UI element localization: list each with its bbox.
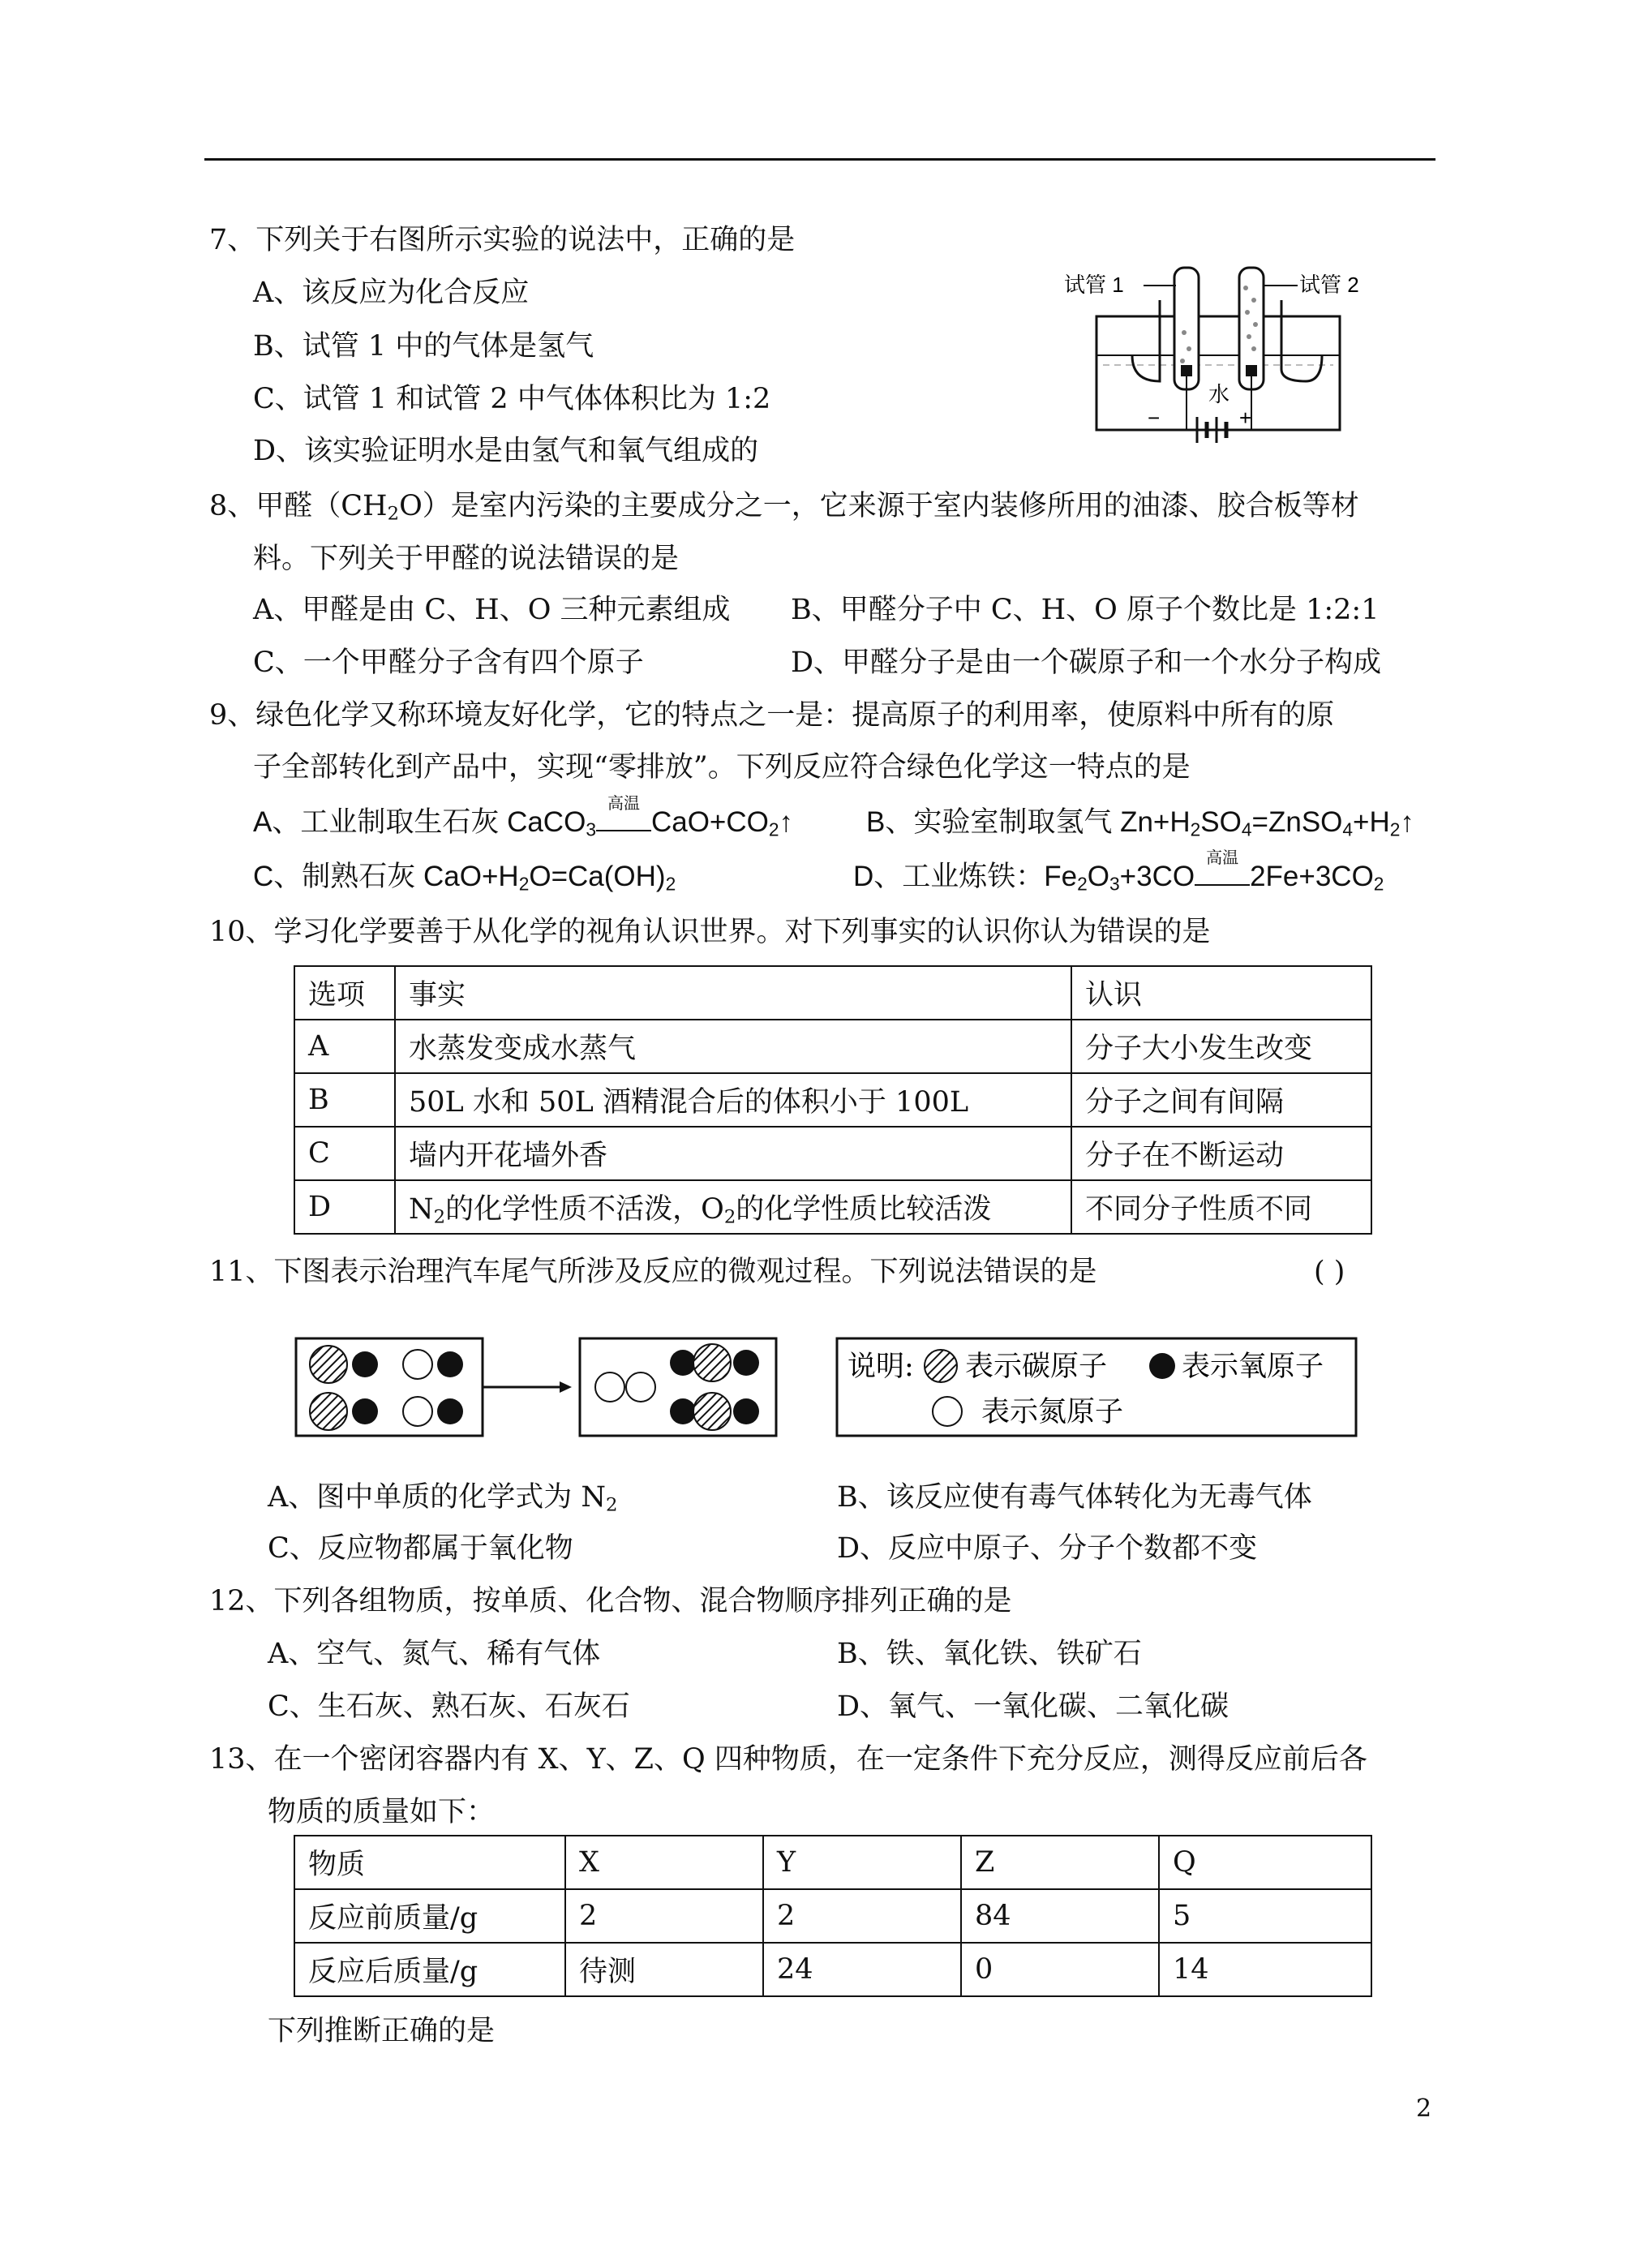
q7-stem: 7、下列关于右图所示实验的说法中，正确的是	[209, 224, 796, 256]
q7-option-b: B、试管 1 中的气体是氢气	[253, 330, 594, 363]
answer-bracket: ( )	[1314, 1256, 1345, 1288]
q8-option-b: B、甲醛分子中 C、H、O 原子个数比是 1:2:1	[791, 594, 1380, 626]
table-row: B 50L 水和 50L 酒精混合后的体积小于 100L 分子之间有间隔	[294, 1073, 1371, 1127]
q9-option-c: C、制熟石灰 $CaO+H_2O=Ca(OH)_2$	[253, 861, 676, 895]
q8-option-c: C、一个甲醛分子含有四个原子	[253, 646, 644, 679]
water-label: 水	[1208, 382, 1230, 406]
q13-stem-line2: 物质的质量如下：	[268, 1796, 496, 1828]
plus-sign: +	[1239, 406, 1252, 430]
reaction-diagram	[292, 1330, 1362, 1444]
q8-stem: 8、甲醛$(CH_2O)$是室内污染的主要成分之一，它来源于室内装修所用的油漆、胶合板等材	[209, 490, 1359, 525]
q13-stem-line1: 13、在一个密闭容器内有 X、Y、Z、Q 四种物质，在一定条件下充分反应，测得反应前后各	[209, 1743, 1367, 1776]
table-row: A 水蒸发变成水蒸气 分子大小发生改变	[294, 1020, 1371, 1073]
q7-option-d: D、该实验证明水是由氢气和氧气组成的	[253, 435, 759, 467]
header-rule	[204, 158, 1435, 161]
legend-title: 说明:	[848, 1351, 914, 1383]
table-row: C 墙内开花墙外香 分子在不断运动	[294, 1127, 1371, 1180]
q11-option-d: D、反应中原子、分子个数都不变	[837, 1532, 1258, 1565]
q9-option-a: A、工业制取生石灰 CaCO$_3$ 高温 $CaO+CO_2↑$	[253, 795, 794, 840]
legend-carbon: 表示碳原子	[965, 1351, 1108, 1383]
q12-option-c: C、生石灰、熟石灰、石灰石	[268, 1690, 630, 1723]
q11-stem: 11、下图表示治理汽车尾气所涉及反应的微观过程。下列说法错误的是	[209, 1256, 1097, 1288]
q10-stem: 10、学习化学要善于从化学的视角认识世界。对下列事实的认识你认为错误的是	[209, 916, 1211, 948]
q9-option-b: B、实验室制取氢气 $Zn+H_2SO_4=ZnSO_4+H_2↑$	[866, 806, 1414, 840]
table-header-row: 选项 事实 认识	[294, 966, 1371, 1020]
q12-stem: 12、下列各组物质，按单质、化合物、混合物顺序排列正确的是	[209, 1585, 1012, 1617]
q8-option-a: A、甲醛是由 C、H、O 三种元素组成	[253, 594, 731, 626]
q11-option-c: C、反应物都属于氧化物	[268, 1532, 573, 1565]
q9-option-d: D、工业炼铁：$Fe_2O_3+3CO$ 高温 $2Fe+3CO_2$	[853, 849, 1384, 895]
q12-option-d: D、氧气、一氧化碳、二氧化碳	[837, 1690, 1229, 1723]
q7-option-a: A、该反应为化合反应	[253, 277, 530, 309]
q12-option-a: A、空气、氮气、稀有气体	[268, 1638, 601, 1670]
tube-1-label: 试管 1	[1064, 273, 1124, 297]
table-row: 反应前质量/g 2 2 84 5	[294, 1889, 1371, 1943]
q8-stem-line2: 料。下列关于甲醛的说法错误的是	[253, 543, 680, 575]
tube-2-label: 试管 2	[1299, 273, 1359, 297]
table-header-row: 物质 X Y Z Q	[294, 1836, 1371, 1889]
q13-footer: 下列推断正确的是	[268, 2015, 496, 2047]
q10-table	[294, 965, 1372, 1235]
q12-option-b: B、铁、氧化铁、铁矿石	[837, 1638, 1142, 1670]
q13-table	[294, 1835, 1372, 1997]
q8-option-d: D、甲醛分子是由一个碳原子和一个水分子构成	[791, 646, 1382, 679]
minus-sign: −	[1148, 406, 1161, 430]
legend-nitrogen: 表示氮原子	[981, 1396, 1124, 1428]
page-number: 2	[1416, 2094, 1432, 2123]
table-row: D $N_2$的化学性质不活泼，$O_2$的化学性质比较活泼 不同分子性质不同	[294, 1180, 1371, 1234]
q11-option-a: A、图中单质的化学式为 $N_2$	[268, 1481, 618, 1516]
table-row: 反应后质量/g 待测 24 0 14	[294, 1943, 1371, 1996]
q11-option-b: B、该反应使有毒气体转化为无毒气体	[837, 1481, 1312, 1514]
q7-option-c: C、试管 1 和试管 2 中气体体积比为 1:2	[253, 383, 771, 415]
electrolysis-figure	[1054, 251, 1395, 450]
legend-oxygen: 表示氧原子	[1182, 1351, 1324, 1383]
q9-stem-line2: 子全部转化到产品中，实现“零排放”。下列反应符合绿色化学这一特点的是	[253, 751, 1191, 784]
q9-stem-line1: 9、绿色化学又称环境友好化学，它的特点之一是：提高原子的利用率，使原料中所有的原	[209, 699, 1335, 732]
